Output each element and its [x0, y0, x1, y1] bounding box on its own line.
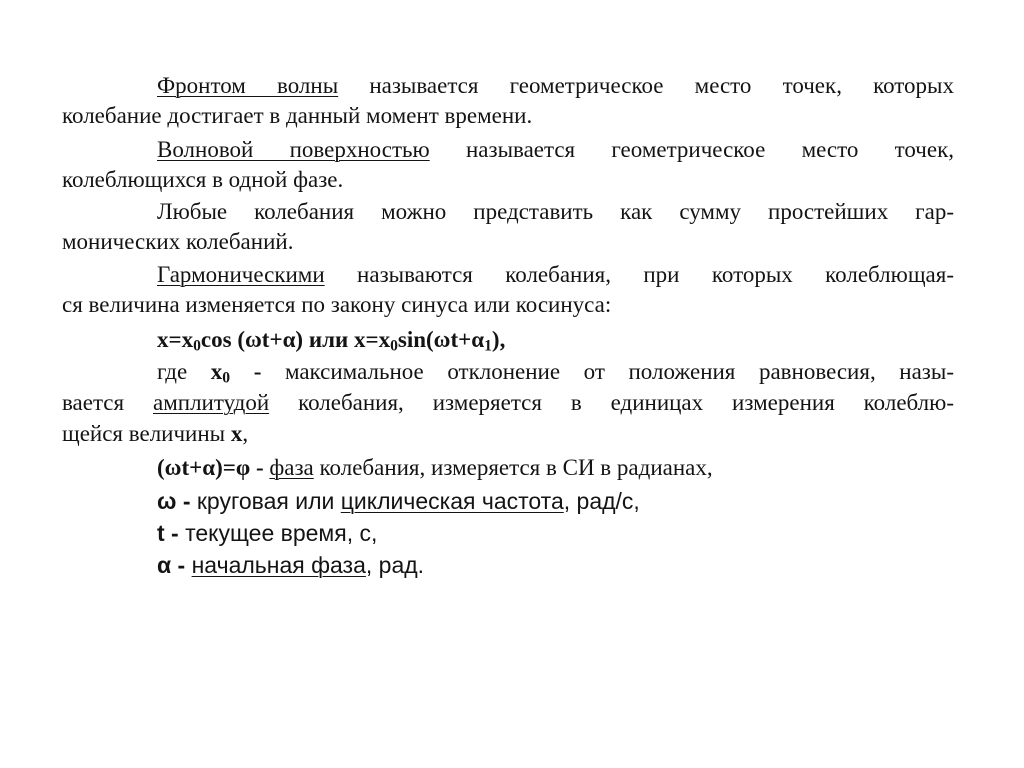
symbol-alpha: α - [157, 552, 186, 578]
term-phase: фаза [269, 455, 314, 480]
symbol-dash: - [230, 359, 262, 384]
p3-line1: Любые колебания можно представить как сумму простейших гар- [157, 199, 954, 224]
def-x0-line2 [62, 387, 954, 419]
symbol-phase: (ωt+α)=φ - [157, 455, 264, 480]
def-phase [157, 452, 954, 484]
p2-line1 [157, 134, 954, 166]
def-x0-line3 [62, 418, 954, 450]
formula-part: x=x [157, 327, 194, 352]
def-text: где [157, 359, 211, 384]
formula-part: sin(ωt+α [397, 327, 485, 352]
p1-text: называется геометрическое место точек, которых [338, 73, 954, 98]
p1-line1 [157, 70, 954, 102]
symbol-subscript: 0 [222, 369, 231, 387]
symbol-omega: ω - [157, 488, 191, 514]
formula-part: ), [491, 327, 506, 352]
formula-part: cos (ωt+α) или x=x [200, 327, 391, 352]
formula-subscript: 0 [390, 337, 398, 355]
def-text: круговая или [190, 488, 341, 514]
term-initial-phase: начальная фаза [191, 552, 366, 578]
p2-line2: колеблющихся в одной фазе. [62, 167, 344, 192]
def-time [157, 517, 954, 549]
p4-line1 [157, 259, 954, 291]
def-text: колебания, измеряется в СИ в радианах, [313, 455, 713, 480]
term-cyclic-frequency: циклическая частота [340, 488, 564, 514]
symbol-x0 [210, 359, 262, 387]
harmonic-formula [157, 324, 954, 356]
def-text: , [242, 421, 249, 446]
term-amplitude: амплитудой [153, 390, 270, 415]
term-wave-front: Фронтом волны [157, 73, 339, 98]
symbol-x: x [230, 421, 243, 446]
def-text: максимальное отклонение от положения равновесия, назы- [261, 359, 954, 384]
p4-line2: ся величина изменяется по закону синуса или косинуса: [62, 292, 612, 317]
formula-subscript: 1 [484, 337, 492, 355]
term-harmonic: Гармоническими [157, 262, 325, 287]
def-text: текущее время, с, [178, 520, 378, 546]
def-text: колебания, измеряется в единицах измерения колеблю- [269, 390, 954, 415]
def-text: вается [62, 390, 153, 415]
p3-line2: монических колебаний. [62, 229, 294, 254]
p4-text: называются колебания, при которых колеблющая- [324, 262, 954, 287]
def-initial-phase [157, 549, 954, 581]
def-text: щейся величины [62, 421, 231, 446]
def-x0-line1 [157, 356, 954, 388]
symbol-t: t - [157, 520, 179, 546]
def-omega [157, 485, 954, 517]
formula-subscript: 0 [193, 337, 201, 355]
symbol-x: x [210, 359, 223, 384]
def-text: , рад. [365, 552, 425, 578]
p2-text: называется геометрическое место точек, [429, 137, 954, 162]
term-wave-surface: Волновой поверхностью [157, 137, 430, 162]
p1-line2: колебание достигает в данный момент времени. [62, 103, 533, 128]
def-text: , рад/с, [563, 488, 640, 514]
